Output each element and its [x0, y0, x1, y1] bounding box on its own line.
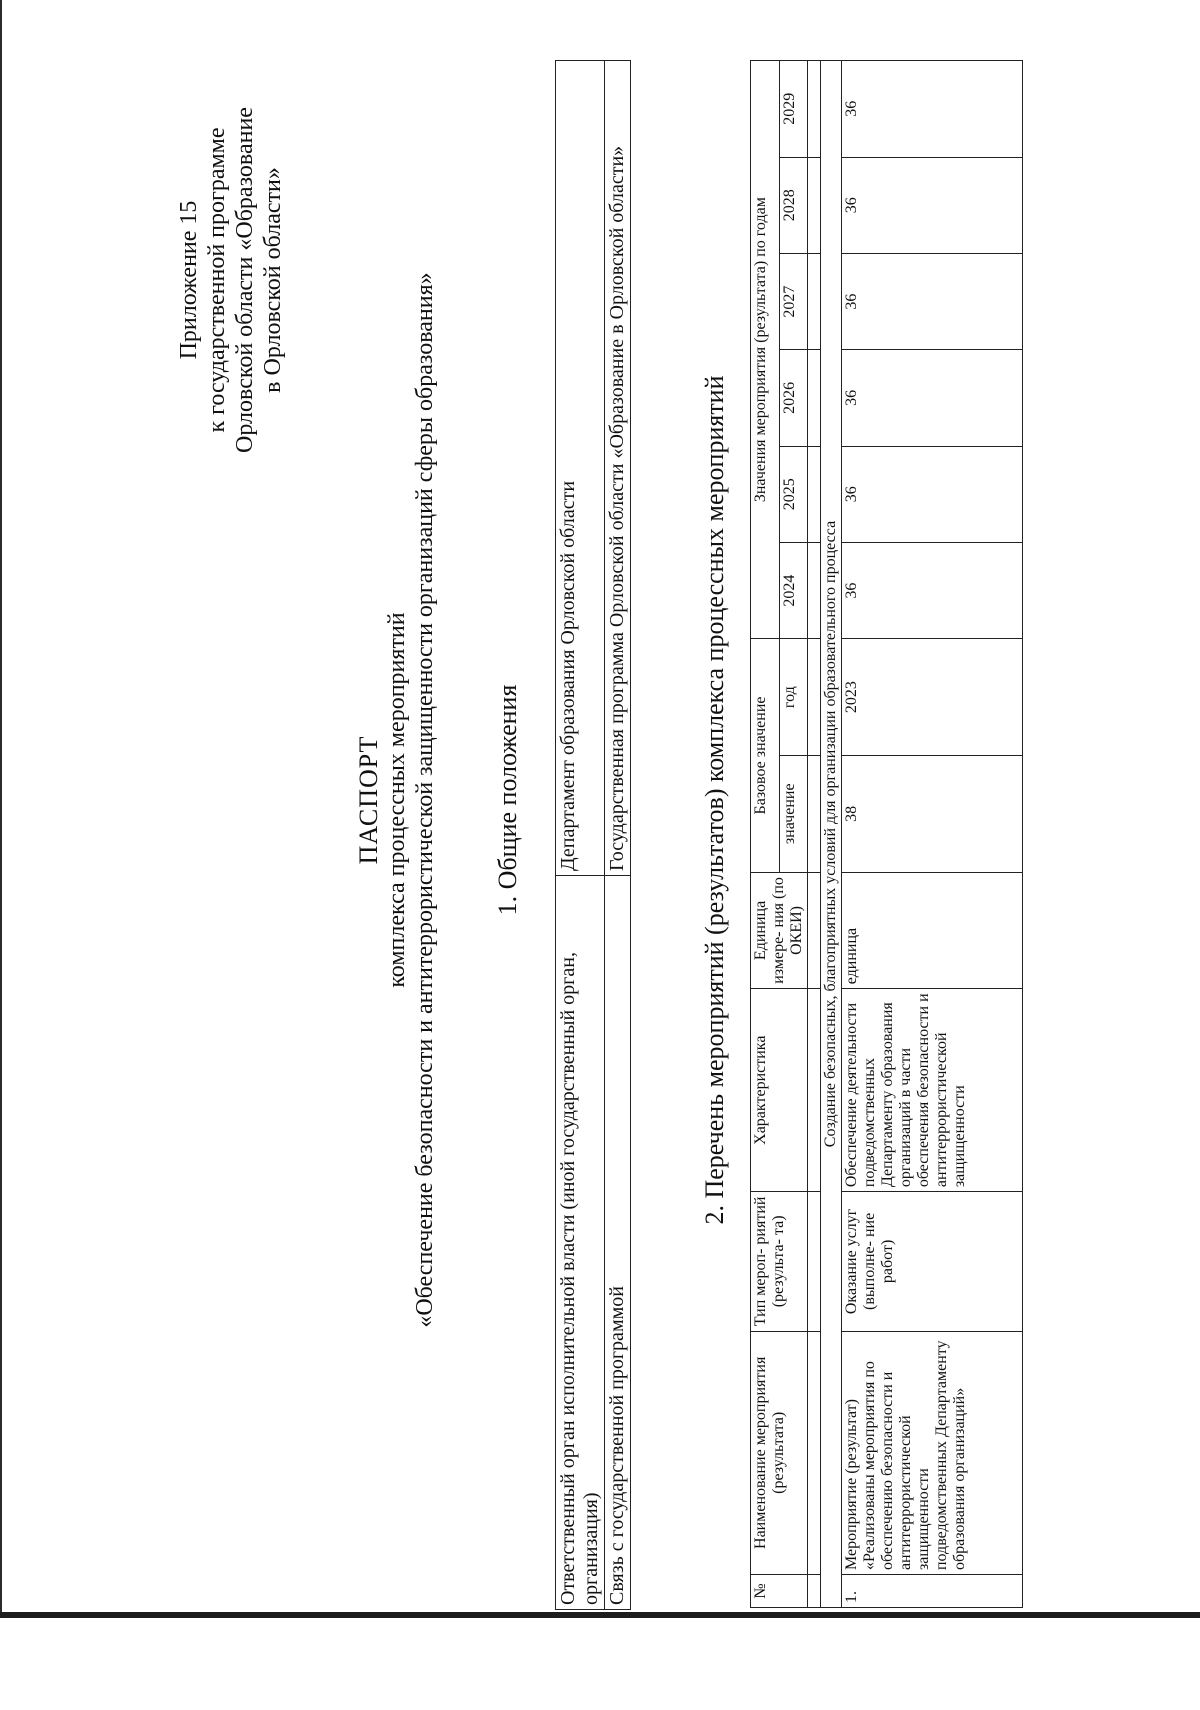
appendix-line-2: к государственной программе [204, 127, 230, 433]
table-section-row [821, 61, 842, 1608]
spacer-cell [808, 1331, 821, 1574]
header-name: Наименование мероприятия (результата) [751, 1331, 808, 1574]
document-title [355, 70, 439, 1530]
responsible-body-label: Ответственный орган исполнительной власти (иной государственный орган, организация) [556, 876, 605, 1610]
spacer-cell [808, 1192, 821, 1331]
program-link-label: Связь с государственной программой [605, 876, 631, 1610]
row-value-2029: 36 [842, 61, 1023, 158]
appendix-line-1: Приложение 15 [176, 200, 202, 360]
spacer-cell [808, 542, 821, 638]
spacer-cell [808, 639, 821, 756]
table-spacer-row [808, 61, 821, 1608]
row-value-2024: 36 [842, 542, 1023, 638]
header-base-value: значение [779, 755, 808, 872]
header-characteristic: Характеристика [751, 989, 808, 1192]
responsible-body-value: Департамент образования Орловской области [556, 61, 605, 876]
header-year-2028: 2028 [779, 157, 808, 253]
header-year-2029: 2029 [779, 61, 808, 158]
header-type: Тип мероп- риятий (результа- та) [751, 1192, 808, 1331]
row-value-2025: 36 [842, 446, 1023, 542]
header-base: Базовое значение [751, 639, 780, 872]
header-year-2027: 2027 [779, 253, 808, 349]
appendix-line-4: в Орловской области» [260, 167, 286, 393]
row-type: Оказание услуг (выполне- ние работ) [842, 1192, 1023, 1331]
row-value-2026: 36 [842, 350, 1023, 446]
row-value-2028: 36 [842, 157, 1023, 253]
section-2-heading: 2. Перечень мероприятий (результатов) комплекса процессных мероприятий [700, 375, 729, 1225]
header-year-2024: 2024 [779, 542, 808, 638]
spacer-cell [808, 755, 821, 872]
header-base-year: год [779, 639, 808, 756]
title-subtitle: комплекса процессных мероприятий [384, 612, 410, 988]
spacer-cell [808, 446, 821, 542]
header-year-2026: 2026 [779, 350, 808, 446]
spacer-cell [808, 872, 821, 989]
spacer-cell [808, 61, 821, 158]
table-header-row [751, 61, 780, 1608]
general-provisions-table [555, 60, 631, 1610]
row-base-value: 38 [842, 755, 1023, 872]
header-values-by-year: Значения мероприятия (результата) по годам [751, 61, 780, 639]
measures-table [750, 60, 1023, 1608]
row-base-year: 2023 [842, 639, 1023, 756]
header-num: № [751, 1575, 808, 1608]
appendix-header [175, 20, 287, 540]
appendix-line-3: Орловской области «Образование [232, 107, 258, 453]
row-name: Мероприятие (результат) «Реализованы мероприятия по обеспечению безопасности и антитеррористической защищенности подведомственных Департаменту образования организаций» [842, 1331, 1023, 1574]
table-row [842, 61, 1023, 1608]
header-unit: Единица измере- ния (по ОКЕИ) [751, 872, 808, 989]
spacer-cell [808, 253, 821, 349]
title-passport: ПАСПОРТ [354, 735, 383, 865]
row-unit: единица [842, 872, 1023, 989]
program-link-value: Государственная программа Орловской области «Образование в Орловской области» [605, 61, 631, 876]
spacer-cell [808, 989, 821, 1192]
spacer-cell [808, 1575, 821, 1608]
title-program-name: «Обеспечение безопасности и антитеррористической защищенности организаций сферы образования» [412, 272, 438, 1328]
section-1-heading: 1. Общие положения [493, 684, 522, 916]
table-row [556, 61, 605, 1610]
header-year-2025: 2025 [779, 446, 808, 542]
row-num: 1. [842, 1575, 1023, 1608]
table-row [605, 61, 631, 1610]
spacer-cell [808, 157, 821, 253]
spacer-cell [808, 350, 821, 446]
row-characteristic: Обеспечение деятельности подведомственных Департаменту образования организаций в части обеспечения безопасности и антитеррористической защищенности [842, 989, 1023, 1192]
section-task-title: Создание безопасных, благоприятных условий для организации образовательного процесса [821, 61, 842, 1608]
row-value-2027: 36 [842, 253, 1023, 349]
